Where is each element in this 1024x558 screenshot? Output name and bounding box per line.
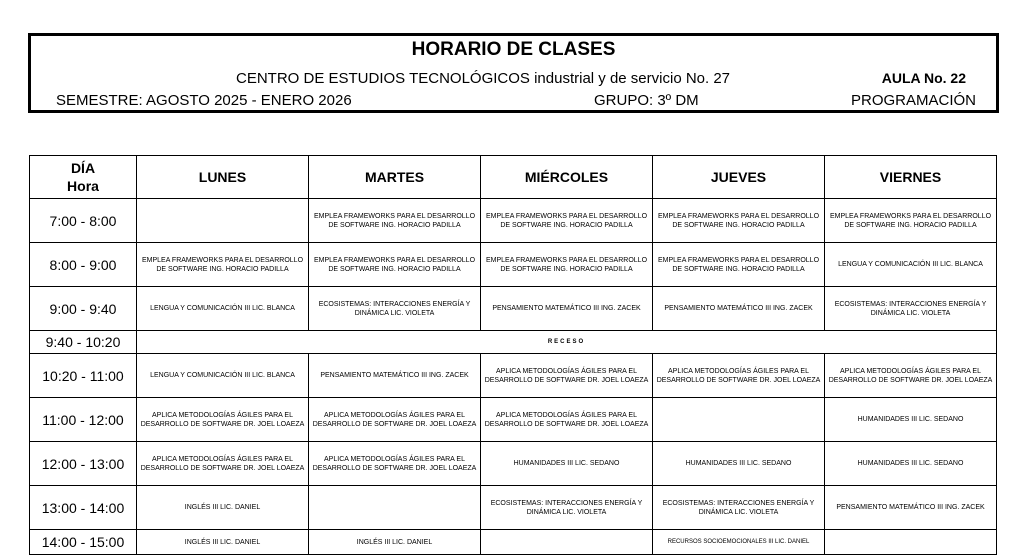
time-slot: 7:00 - 8:00 [30,199,137,243]
table-header-row [30,156,997,199]
class-cell: EMPLEA FRAMEWORKS PARA EL DESARROLLO DE SOFTWARE ING. HORACIO PADILLA [653,199,825,243]
table-row [30,530,997,555]
day-header-thursday: JUEVES [653,156,825,199]
class-cell: PENSAMIENTO MATEMÁTICO III ING. ZACEK [653,287,825,331]
school-name: CENTRO DE ESTUDIOS TECNOLÓGICOS industrial y de servicio No. 27 [236,70,731,87]
class-cell: HUMANIDADES III LIC. SEDANO [481,442,653,486]
time-slot: 9:00 - 9:40 [30,287,137,331]
time-slot: 9:40 - 10:20 [30,331,137,354]
document-title: HORARIO DE CLASES [411,39,616,60]
class-cell: EMPLEA FRAMEWORKS PARA EL DESARROLLO DE SOFTWARE ING. HORACIO PADILLA [309,243,481,287]
schedule-table [29,155,997,555]
day-header-friday: VIERNES [825,156,997,199]
class-cell: LENGUA Y COMUNICACIÓN III LIC. BLANCA [137,287,309,331]
hour-header-label: Hora [67,178,99,194]
time-slot: 10:20 - 11:00 [30,354,137,398]
program-label: PROGRAMACIÓN [850,92,976,109]
class-cell: APLICA METODOLOGÍAS ÁGILES PARA EL DESARROLLO DE SOFTWARE DR. JOEL LOAEZA [309,398,481,442]
class-cell: APLICA METODOLOGÍAS ÁGILES PARA EL DESARROLLO DE SOFTWARE DR. JOEL LOAEZA [653,354,825,398]
class-cell: ECOSISTEMAS: INTERACCIONES ENERGÍA Y DINÁMICA LIC. VIOLETA [481,486,653,530]
day-header-monday: LUNES [137,156,309,199]
class-cell [309,486,481,530]
table-row [30,287,997,331]
class-cell: APLICA METODOLOGÍAS ÁGILES PARA EL DESARROLLO DE SOFTWARE DR. JOEL LOAEZA [481,398,653,442]
schedule-header [28,33,999,113]
table-row [30,243,997,287]
class-cell: APLICA METODOLOGÍAS ÁGILES PARA EL DESARROLLO DE SOFTWARE DR. JOEL LOAEZA [309,442,481,486]
class-cell: APLICA METODOLOGÍAS ÁGILES PARA EL DESARROLLO DE SOFTWARE DR. JOEL LOAEZA [137,398,309,442]
class-cell: APLICA METODOLOGÍAS ÁGILES PARA EL DESARROLLO DE SOFTWARE DR. JOEL LOAEZA [825,354,997,398]
day-header-wednesday: MIÉRCOLES [481,156,653,199]
time-slot: 14:00 - 15:00 [30,530,137,555]
time-slot: 12:00 - 13:00 [30,442,137,486]
class-cell: INGLÉS III LIC. DANIEL [137,486,309,530]
recess-label: RECESO [137,331,997,354]
classroom-label: AULA No. 22 [881,70,966,86]
class-cell: INGLÉS III LIC. DANIEL [309,530,481,555]
class-cell: EMPLEA FRAMEWORKS PARA EL DESARROLLO DE SOFTWARE ING. HORACIO PADILLA [481,243,653,287]
class-cell: LENGUA Y COMUNICACIÓN III LIC. BLANCA [137,354,309,398]
class-cell: EMPLEA FRAMEWORKS PARA EL DESARROLLO DE SOFTWARE ING. HORACIO PADILLA [653,243,825,287]
class-cell: INGLÉS III LIC. DANIEL [137,530,309,555]
class-cell: RECURSOS SOCIOEMOCIONALES III LIC. DANIEL [653,530,825,555]
corner-header [30,156,137,199]
class-cell: PENSAMIENTO MATEMÁTICO III ING. ZACEK [481,287,653,331]
recess-row [30,331,997,354]
group-label: GRUPO: 3º DM [594,92,699,109]
time-slot: 13:00 - 14:00 [30,486,137,530]
class-cell: PENSAMIENTO MATEMÁTICO III ING. ZACEK [309,354,481,398]
class-cell: APLICA METODOLOGÍAS ÁGILES PARA EL DESARROLLO DE SOFTWARE DR. JOEL LOAEZA [481,354,653,398]
class-cell [137,199,309,243]
table-row [30,199,997,243]
class-cell [825,530,997,555]
time-slot: 8:00 - 9:00 [30,243,137,287]
day-header-label: DÍA [70,160,96,176]
class-cell: HUMANIDADES III LIC. SEDANO [825,398,997,442]
class-cell: ECOSISTEMAS: INTERACCIONES ENERGÍA Y DINÁMICA LIC. VIOLETA [309,287,481,331]
table-row [30,486,997,530]
table-row [30,442,997,486]
class-cell: PENSAMIENTO MATEMÁTICO III ING. ZACEK [825,486,997,530]
class-cell: ECOSISTEMAS: INTERACCIONES ENERGÍA Y DINÁMICA LIC. VIOLETA [653,486,825,530]
class-cell: APLICA METODOLOGÍAS ÁGILES PARA EL DESARROLLO DE SOFTWARE DR. JOEL LOAEZA [137,442,309,486]
semester-label: SEMESTRE: AGOSTO 2025 - ENERO 2026 [56,92,352,109]
class-cell: EMPLEA FRAMEWORKS PARA EL DESARROLLO DE SOFTWARE ING. HORACIO PADILLA [137,243,309,287]
class-cell: ECOSISTEMAS: INTERACCIONES ENERGÍA Y DINÁMICA LIC. VIOLETA [825,287,997,331]
table-row [30,354,997,398]
class-cell: HUMANIDADES III LIC. SEDANO [653,442,825,486]
class-cell: EMPLEA FRAMEWORKS PARA EL DESARROLLO DE SOFTWARE ING. HORACIO PADILLA [825,199,997,243]
class-cell [653,398,825,442]
table-row [30,398,997,442]
class-cell: EMPLEA FRAMEWORKS PARA EL DESARROLLO DE SOFTWARE ING. HORACIO PADILLA [481,199,653,243]
class-cell: HUMANIDADES III LIC. SEDANO [825,442,997,486]
time-slot: 11:00 - 12:00 [30,398,137,442]
day-header-tuesday: MARTES [309,156,481,199]
class-cell: LENGUA Y COMUNICACIÓN III LIC. BLANCA [825,243,997,287]
class-cell: EMPLEA FRAMEWORKS PARA EL DESARROLLO DE SOFTWARE ING. HORACIO PADILLA [309,199,481,243]
class-cell [481,530,653,555]
